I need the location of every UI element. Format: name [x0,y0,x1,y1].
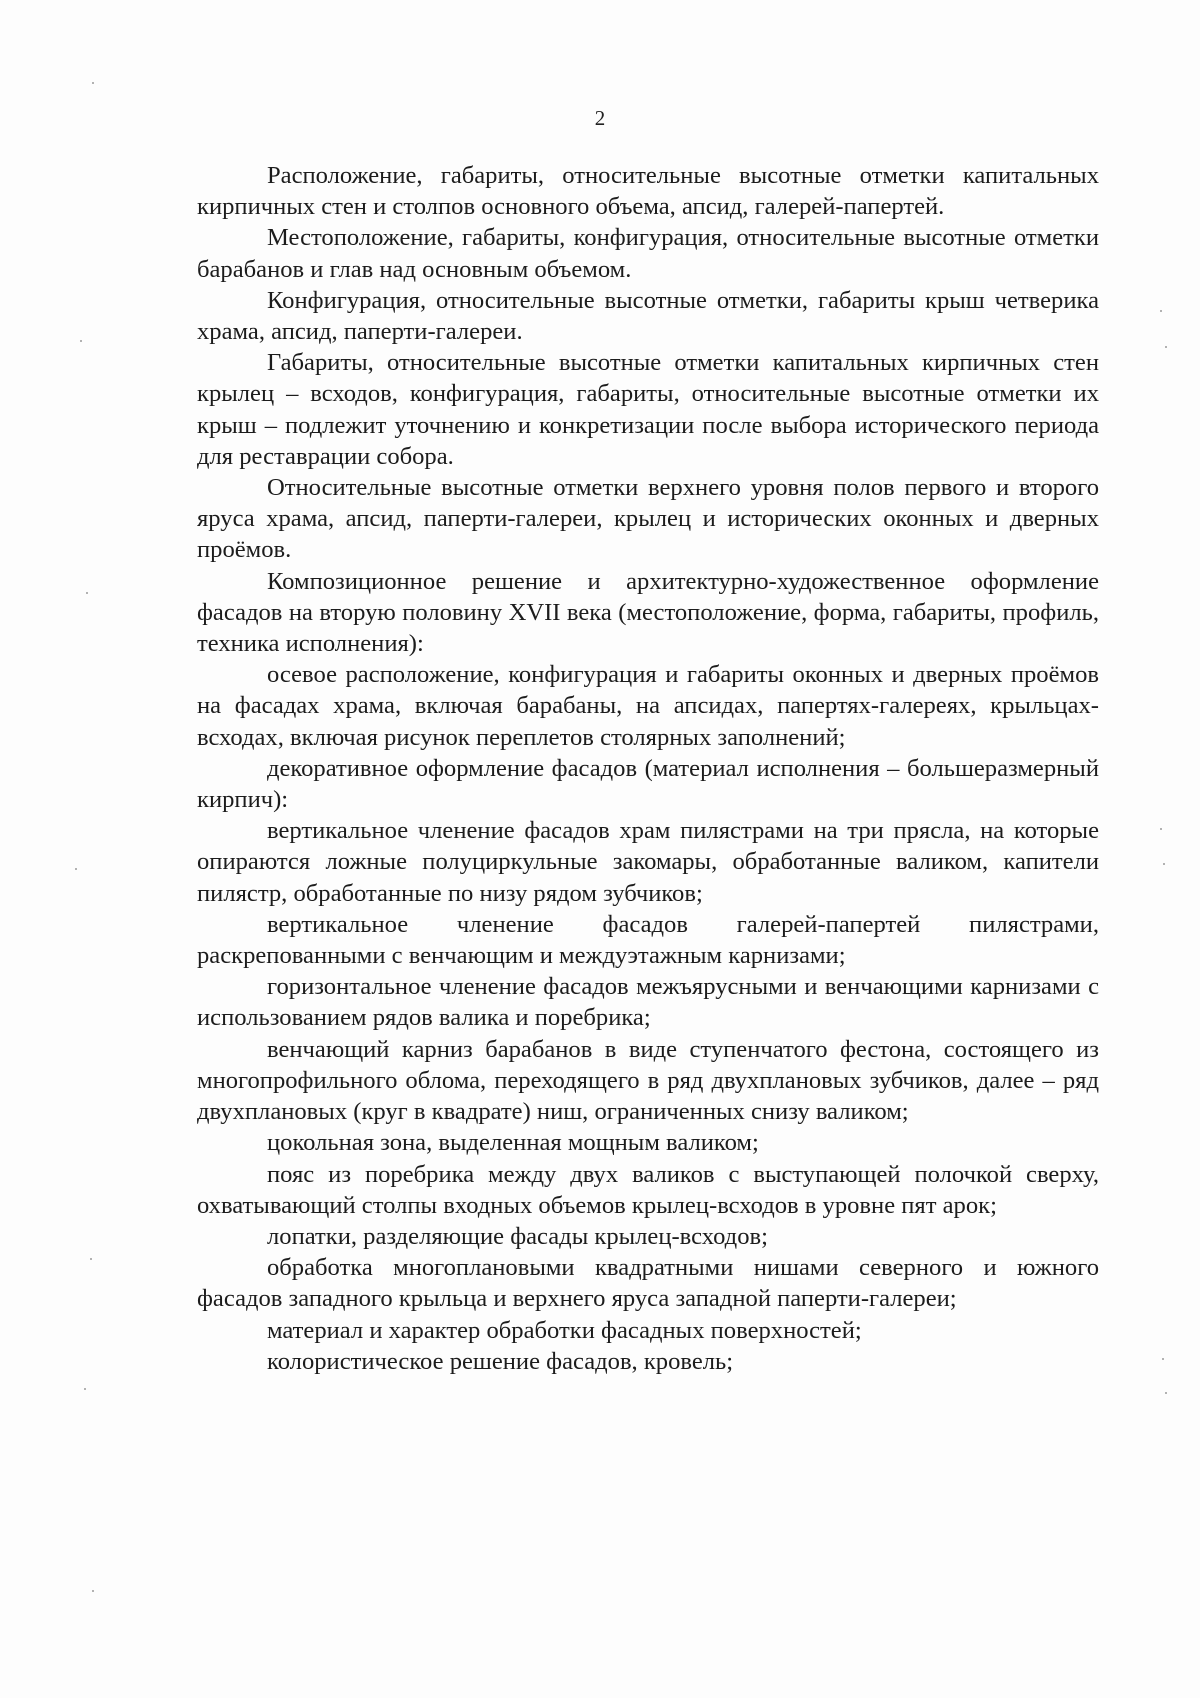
scan-speck [1165,346,1167,348]
paragraph: Расположение, габариты, относительные высотные отметки капитальных кирпичных стен и столпов основного объема, апсид, галерей-папертей. [197,162,1099,221]
list-item: осевое расположение, конфигурация и габариты оконных и дверных проёмов на фасадах храма, включая барабаны, на апсидах, папертях-галереях, крыльцах-всходах, включая рисунок переплетов столярных заполнений; [197,661,1099,751]
list-item: цокольная зона, выделенная мощным валиком; [267,1129,759,1157]
list-item: лопатки, разделяющие фасады крылец-всходов; [267,1222,768,1250]
paragraph: Относительные высотные отметки верхнего уровня полов первого и второго яруса храма, апсид, паперти-галереи, крылец и исторических оконных и дверных проёмов. [197,474,1099,564]
list-item: материал и характер обработки фасадных поверхностей; [267,1316,862,1344]
scan-speck [1163,863,1165,865]
list-item: пояс из поребрика между двух валиков с выступающей полочкой сверху, охватывающий столпы входных объемов крылец-всходов в уровне пят арок; [197,1160,1099,1219]
paragraph: Композиционное решение и архитектурно-художественное оформление фасадов на вторую половину XVII века (местоположение, форма, габариты, профиль, техника исполнения): [197,567,1099,658]
scan-speck [1160,828,1162,830]
list-item: венчающий карниз барабанов в виде ступенчатого фестона, состоящего из многопрофильного облома, переходящего в ряд двухплановых зубчиков, далее – ряд двухплановых (круг в квадрате) ниш, ограниченных снизу валиком; [197,1035,1099,1126]
list-item: декоративное оформление фасадов (материал исполнения – большеразмерный кирпич): [197,754,1099,814]
scan-speck [1165,1392,1167,1394]
scan-speck [92,82,94,84]
scan-speck [90,1258,92,1260]
list-item: колористическое решение фасадов, кровель; [267,1347,734,1375]
paragraph: Габариты, относительные высотные отметки капитальных кирпичных стен крылец – всходов, конфигурация, габариты, относительные высотные отметки их крыш – подлежит уточнению и конкретизации после выбора исторического периода для реставрации собора. [197,349,1099,470]
paragraph: Конфигурация, относительные высотные отметки, габариты крыш четверика храма, апсид, паперти-галереи. [197,286,1099,346]
scan-speck [80,340,82,342]
list-item: горизонтальное членение фасадов межъярусными и венчающими карнизами с использованием рядов валика и поребрика; [197,973,1099,1032]
document-body [197,160,1099,1377]
list-item: вертикальное членение фасадов храм пилястрами на три прясла, на которые опираются ложные полуциркульные закомары, обработанные валиком, капители пилястр, обработанные по низу рядом зубчиков; [197,817,1099,907]
scan-speck [75,868,77,870]
scan-speck [92,1590,94,1592]
scan-speck [1160,310,1162,312]
scan-speck [86,592,88,594]
paragraph: Местоположение, габариты, конфигурация, относительные высотные отметки барабанов и глав над основным объемом. [197,224,1099,283]
list-item: вертикальное членение фасадов галерей-папертей пилястрами, раскрепованными с венчающим и междуэтажным карнизами; [197,910,1099,970]
scan-speck [1162,1358,1164,1360]
list-item: обработка многоплановыми квадратными нишами северного и южного фасадов западного крыльца и верхнего яруса западной паперти-галереи; [197,1254,1099,1313]
scan-speck [84,1388,86,1390]
page-number: 2 [594,106,606,130]
